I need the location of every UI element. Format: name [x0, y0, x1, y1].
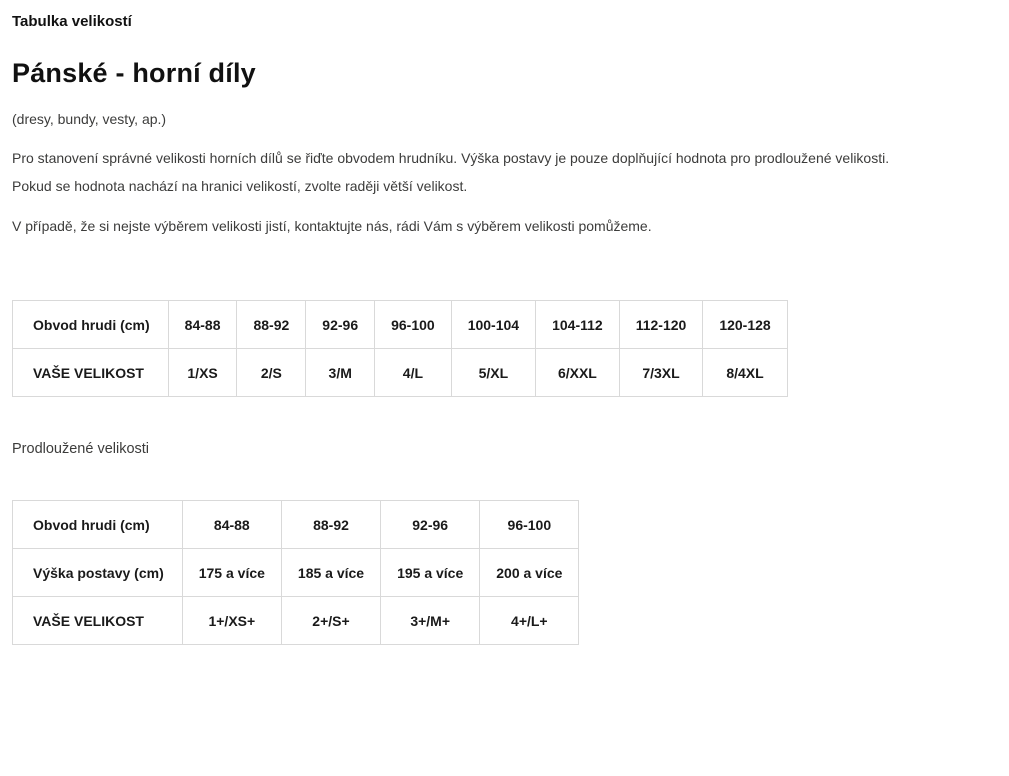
- table-row-your-size-extended: [13, 597, 579, 645]
- table-cell: 7/3XL: [619, 349, 703, 397]
- table-cell: 92-96: [381, 501, 480, 549]
- table-cell: 96-100: [375, 301, 452, 349]
- row-label-cell: VAŠE VELIKOST: [13, 349, 169, 397]
- table-cell: 4/L: [375, 349, 452, 397]
- table-cell: 100-104: [451, 301, 535, 349]
- intro-line-1: Pro stanovení správné velikosti horních dílů se řiďte obvodem hrudníku. Výška postavy je pouze doplňující hodnota pro prodloužené velikosti.: [12, 150, 890, 166]
- table-cell: 2+/S+: [281, 597, 380, 645]
- table-cell: 84-88: [182, 501, 281, 549]
- table-row-chest-extended: [13, 501, 579, 549]
- table-cell: 92-96: [306, 301, 375, 349]
- page-title: Pánské - horní díly: [12, 58, 256, 88]
- section-heading: Tabulka velikostí: [12, 13, 132, 30]
- category-note: (dresy, bundy, vesty, ap.): [12, 111, 167, 127]
- contact-paragraph: V případě, že si nejste výběrem velikosti jistí, kontaktujte nás, rádi Vám s výběrem velikosti pomůžeme.: [12, 218, 652, 234]
- table-row-chest: [13, 301, 788, 349]
- table-cell: 3/M: [306, 349, 375, 397]
- table-cell: 200 a více: [480, 549, 579, 597]
- table-cell: 195 a více: [381, 549, 480, 597]
- table-cell: 6/XXL: [536, 349, 620, 397]
- chest-size-table: [12, 300, 788, 397]
- table-cell: 8/4XL: [703, 349, 787, 397]
- table-cell: 88-92: [281, 501, 380, 549]
- table-cell: 112-120: [619, 301, 703, 349]
- table-row-your-size: [13, 349, 788, 397]
- table-cell: 96-100: [480, 501, 579, 549]
- table-cell: 3+/M+: [381, 597, 480, 645]
- row-label-cell: Výška postavy (cm): [13, 549, 183, 597]
- extended-sizes-heading: Prodloužené velikosti: [12, 441, 150, 457]
- row-label-cell: VAŠE VELIKOST: [13, 597, 183, 645]
- table-cell: 2/S: [237, 349, 306, 397]
- extended-size-table: [12, 500, 579, 645]
- table-cell: 84-88: [168, 301, 237, 349]
- row-label-cell: Obvod hrudi (cm): [13, 501, 183, 549]
- table-cell: 4+/L+: [480, 597, 579, 645]
- table-row-height: [13, 549, 579, 597]
- table-cell: 120-128: [703, 301, 787, 349]
- intro-line-2: Pokud se hodnota nachází na hranici velikostí, zvolte raději větší velikost.: [12, 178, 468, 194]
- row-label-cell: Obvod hrudi (cm): [13, 301, 169, 349]
- intro-paragraph: [12, 144, 997, 200]
- table-cell: 185 a více: [281, 549, 380, 597]
- table-cell: 5/XL: [451, 349, 535, 397]
- table-cell: 1/XS: [168, 349, 237, 397]
- table-cell: 88-92: [237, 301, 306, 349]
- table-cell: 1+/XS+: [182, 597, 281, 645]
- table-cell: 175 a více: [182, 549, 281, 597]
- table-cell: 104-112: [536, 301, 620, 349]
